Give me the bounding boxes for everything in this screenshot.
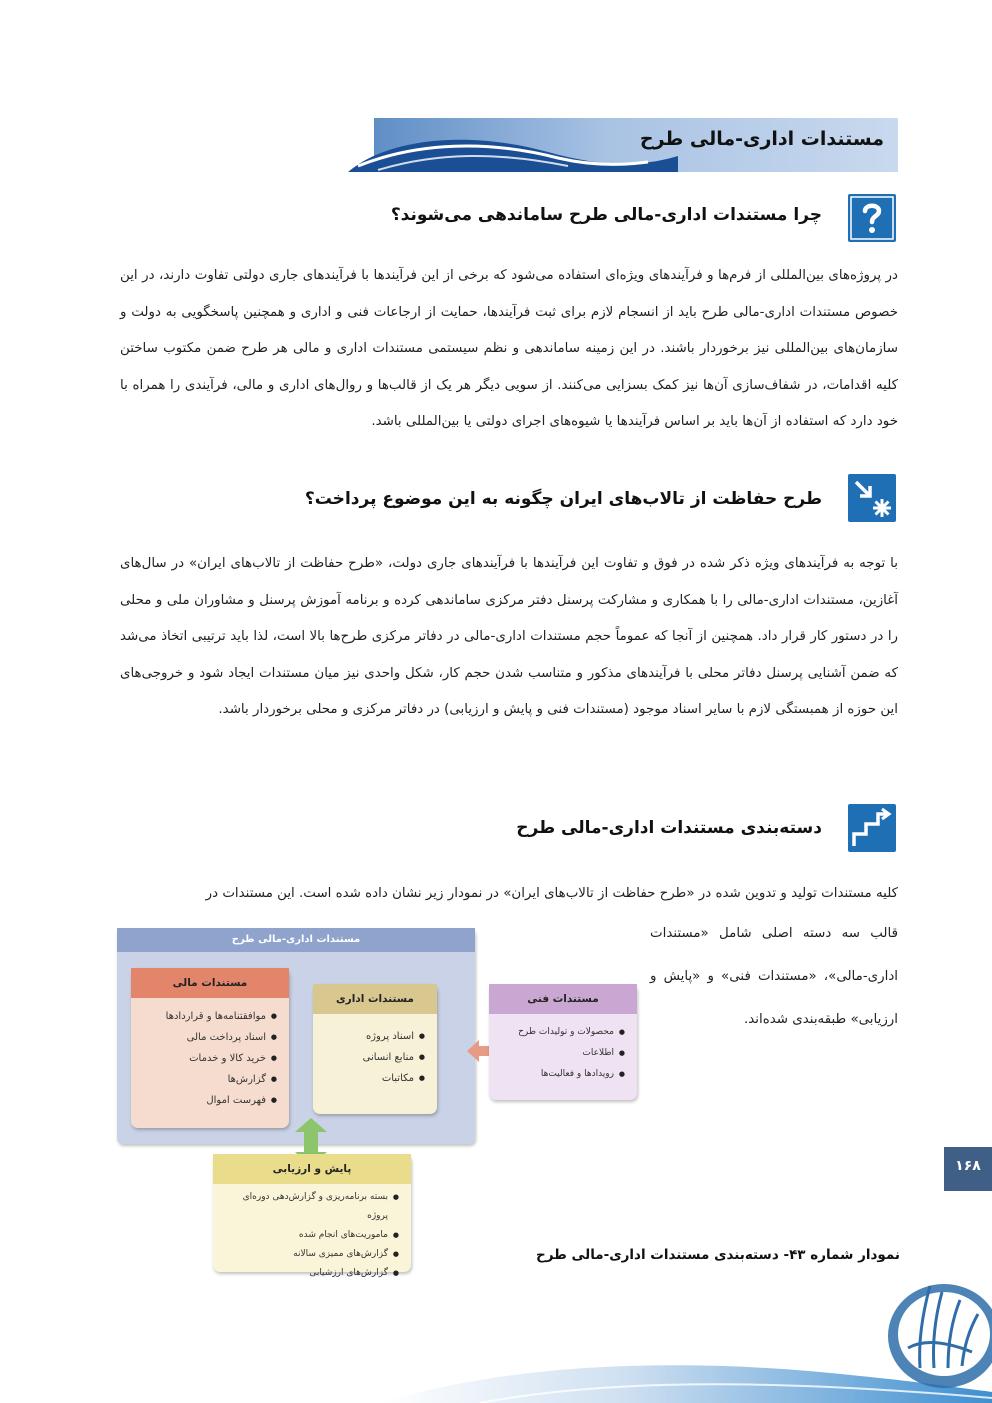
list-item: ● رویدادها و فعالیت‌ها (497, 1064, 625, 1085)
solution-icon (848, 474, 896, 522)
paragraph-how-text: با توجه به فرآیندهای ویژه ذکر شده در فوق و تفاوت این فرآیندها با فرآیندهای جاری دولت، «طرح حفاظت از تالاب‌های ایران» در سال‌های آغازین، مستندات اداری-مالی را با همکاری و مشارکت پرسنل دفتر مرکزی ساماندهی کرده و برنامه آموزش پرسنل و مشاوران ملی و محلی را در دستور کار قرار داد. همچنین از آنجا که عموماً حجم مستندات اداری-مالی در دفاتر مرکزی طرح‌ها بالا است، لذا باید ترتیبی اتخاذ می‌شد که ضمن آشنایی پرسنل دفاتر محلی با فرآیندهای مذکور و متناسب شدن حجم کار، شکل واحدی نیز میان مستندات ایجاد شود و خروجی‌های این حوزه از همبستگی لازم با سایر اسناد موجود (مستندات فنی و پایش و ارزیابی) در دفاتر مرکزی و محلی برخوردار باشد. (120, 556, 898, 718)
list-item: ● فهرست اموال (139, 1090, 277, 1111)
paragraph-why-text: در پروژه‌های بین‌المللی از فرم‌ها و فرآیندهای ویژه‌ای استفاده می‌شود که برخی از این فرآیندها با فرآیندهای جاری دولتی تفاوت دارند، در این خصوص مستندات اداری-مالی طرح باید از انسجام لازم برای ثبت فرآیندها، حمایت از ارجاعات فنی و اداری و همچنین پاسخگویی به دولت و سازمان‌های بین‌المللی نیز برخوردار باشند. در این زمینه ساماندهی و نظم سیستمی مستندات اداری و مالی هر طرح ضمن مکتوب ساختن کلیه اقدامات، در شفاف‌سازی آن‌ها نیز کمک بسزایی می‌کنند. از سویی دیگر هر یک از قالب‌ها و روال‌های اداری و مالی، فرآیندی را همراه با خود دارد که استفاده از آن‌ها باید بر اساس فرآیندها یا شیوه‌های اجرای دولتی یا بین‌المللی باشد. (120, 268, 898, 430)
paragraph-categories-side: قالب سه دسته اصلی شامل «مستندات اداری-مالی»، «مستندات فنی» و «پایش و ارزیابی» طبقه‌بندی شده‌اند. (650, 926, 898, 1027)
section-title-why: چرا مستندات اداری-مالی طرح ساماندهی می‌شوند؟ (390, 205, 822, 225)
monitoring-title: پایش و ارزیابی (213, 1154, 411, 1184)
list-item: ● محصولات و تولیدات طرح (497, 1022, 625, 1043)
list-item: ● اسناد پروژه (321, 1026, 425, 1047)
list-item: ● گزارش‌های ارزشیابی (221, 1264, 399, 1283)
steps-icon (848, 804, 896, 852)
list-item: ● گزارش‌ها (139, 1069, 277, 1090)
section-title-how: طرح حفاظت از تالاب‌های ایران چگونه به این موضوع پرداخت؟ (304, 489, 822, 509)
financial-docs-title: مستندات مالی (131, 968, 289, 998)
question-icon (848, 194, 896, 242)
list-item: ● گزارش‌های ممیزی سالانه (221, 1245, 399, 1264)
chapter-title: مستندات اداری-مالی طرح (639, 128, 884, 150)
categories-diagram (117, 928, 614, 1278)
financial-docs-list (131, 998, 289, 1117)
paragraph-categories-top-text: کلیه مستندات تولید و تدوین شده در «طرح حفاظت از تالاب‌های ایران» در نمودار زیر نشان داده شده است. این مستندات در (205, 886, 898, 901)
financial-docs-box (131, 968, 289, 1128)
monitoring-box (213, 1154, 411, 1278)
technical-docs-list (489, 1014, 637, 1091)
list-item: ● منابع انسانی (321, 1047, 425, 1068)
monitoring-list (213, 1184, 411, 1289)
paragraph-how (120, 546, 898, 729)
bottom-wave-decoration (0, 1280, 992, 1403)
section-title-categories: دسته‌بندی مستندات اداری-مالی طرح (516, 818, 822, 838)
administrative-docs-list (313, 1014, 437, 1095)
list-item: ● ماموریت‌های انجام شده (221, 1226, 399, 1245)
administrative-docs-box (313, 984, 437, 1114)
list-item: ● مکاتبات (321, 1068, 425, 1089)
technical-docs-box (489, 984, 637, 1100)
wetland-logo-icon (872, 1248, 992, 1388)
list-item: ● اطلاعات (497, 1043, 625, 1064)
chapter-header (348, 118, 898, 172)
list-item: ● موافقتنامه‌ها و قراردادها (139, 1006, 277, 1027)
list-item: ● اسناد پرداخت مالی (139, 1027, 277, 1048)
paragraph-why (120, 258, 898, 441)
paragraph-categories-top (120, 876, 898, 913)
figure-caption: نمودار شماره ۴۳- دسته‌بندی مستندات اداری-مالی طرح (535, 1247, 900, 1263)
list-item: ● بسته برنامه‌ریزی و گزارش‌دهی دوره‌ای پروژه (221, 1188, 399, 1226)
administrative-docs-title: مستندات اداری (313, 984, 437, 1014)
technical-docs-title: مستندات فنی (489, 984, 637, 1014)
container-title: مستندات اداری-مالی طرح (117, 928, 475, 952)
list-item: ● خرید کالا و خدمات (139, 1048, 277, 1069)
page-number: ۱۶۸ (944, 1147, 992, 1191)
